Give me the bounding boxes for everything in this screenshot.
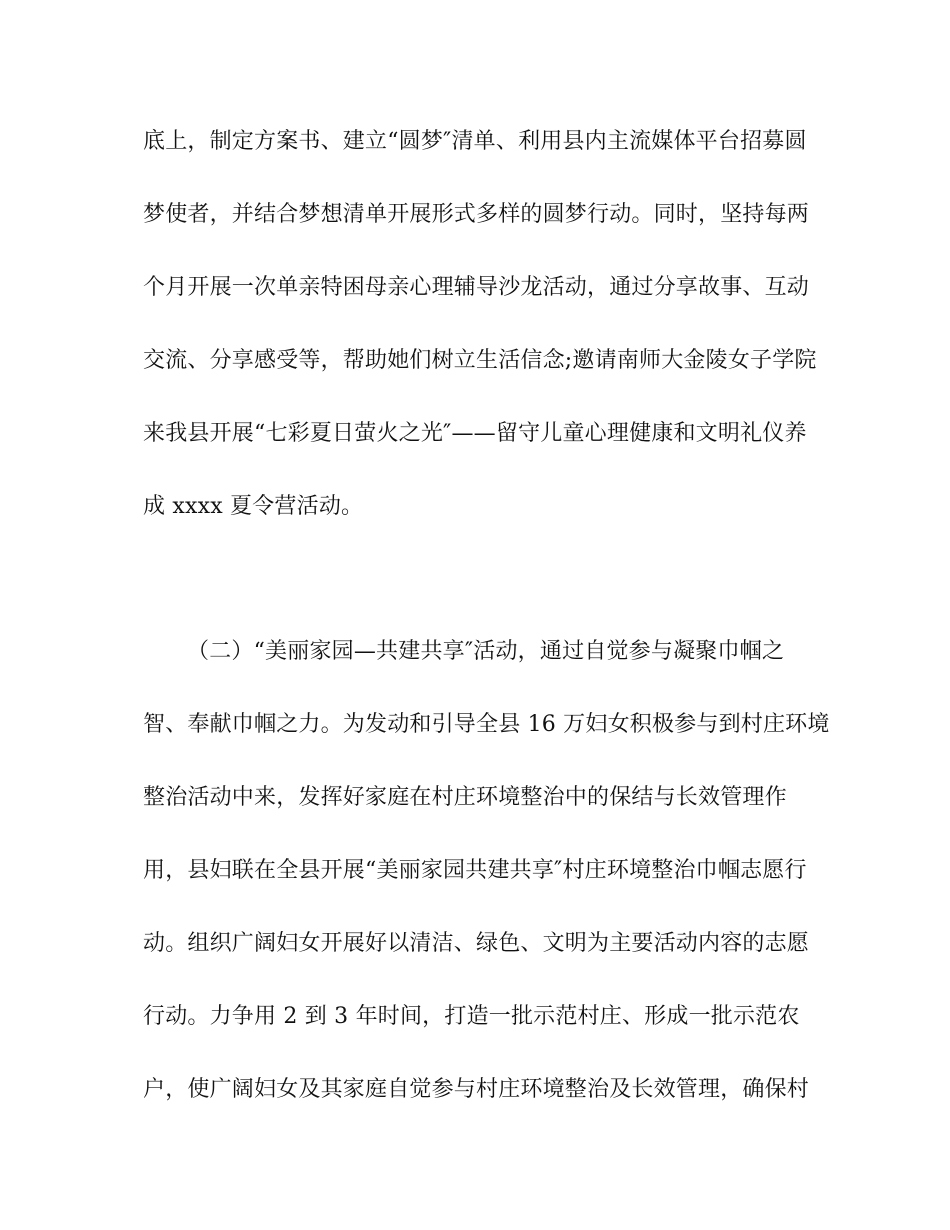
text-line: 户，使广阔妇女及其家庭自觉参与村庄环境整治及长效管理，确保村 xyxy=(143,1077,810,1102)
text-line: 底上，制定方案书、建立“圆梦″清单、利用县内主流媒体平台招募圆 xyxy=(143,129,807,154)
text-line: 成 xxxx 夏令营活动。 xyxy=(143,494,364,519)
text-line: 智、奉献巾帼之力。为发动和引导全县 16 万妇女积极参与到村庄环境 xyxy=(143,712,830,737)
text-line: 个月开展一次单亲特困母亲心理辅导沙龙活动，通过分享故事、互动 xyxy=(143,275,810,300)
text-line: 动。组织广阔妇女开展好以清洁、绿色、文明为主要活动内容的志愿 xyxy=(143,931,810,956)
text-line: 用，县妇联在全县开展“美丽家园共建共享″村庄环境整治巾帼志愿行 xyxy=(143,858,807,883)
text-line: 整治活动中来，发挥好家庭在村庄环境整治中的保结与长效管理作 xyxy=(143,785,787,810)
text-line: 来我县开展“七彩夏日萤火之光″——留守儿童心理健康和文明礼仪养 xyxy=(143,421,807,446)
text-line: （二）“美丽家园—共建共享″活动，通过自觉参与凝聚巾帼之 xyxy=(187,639,785,664)
text-line: 行动。力争用 2 到 3 年时间，打造一批示范村庄、形成一批示范农 xyxy=(143,1004,800,1029)
text-line: 梦使者，并结合梦想清单开展形式多样的圆梦行动。同时，坚持每两 xyxy=(143,202,810,227)
text-line: 交流、分享感受等，帮助她们树立生活信念;邀请南师大金陵女子学院 xyxy=(143,348,817,373)
